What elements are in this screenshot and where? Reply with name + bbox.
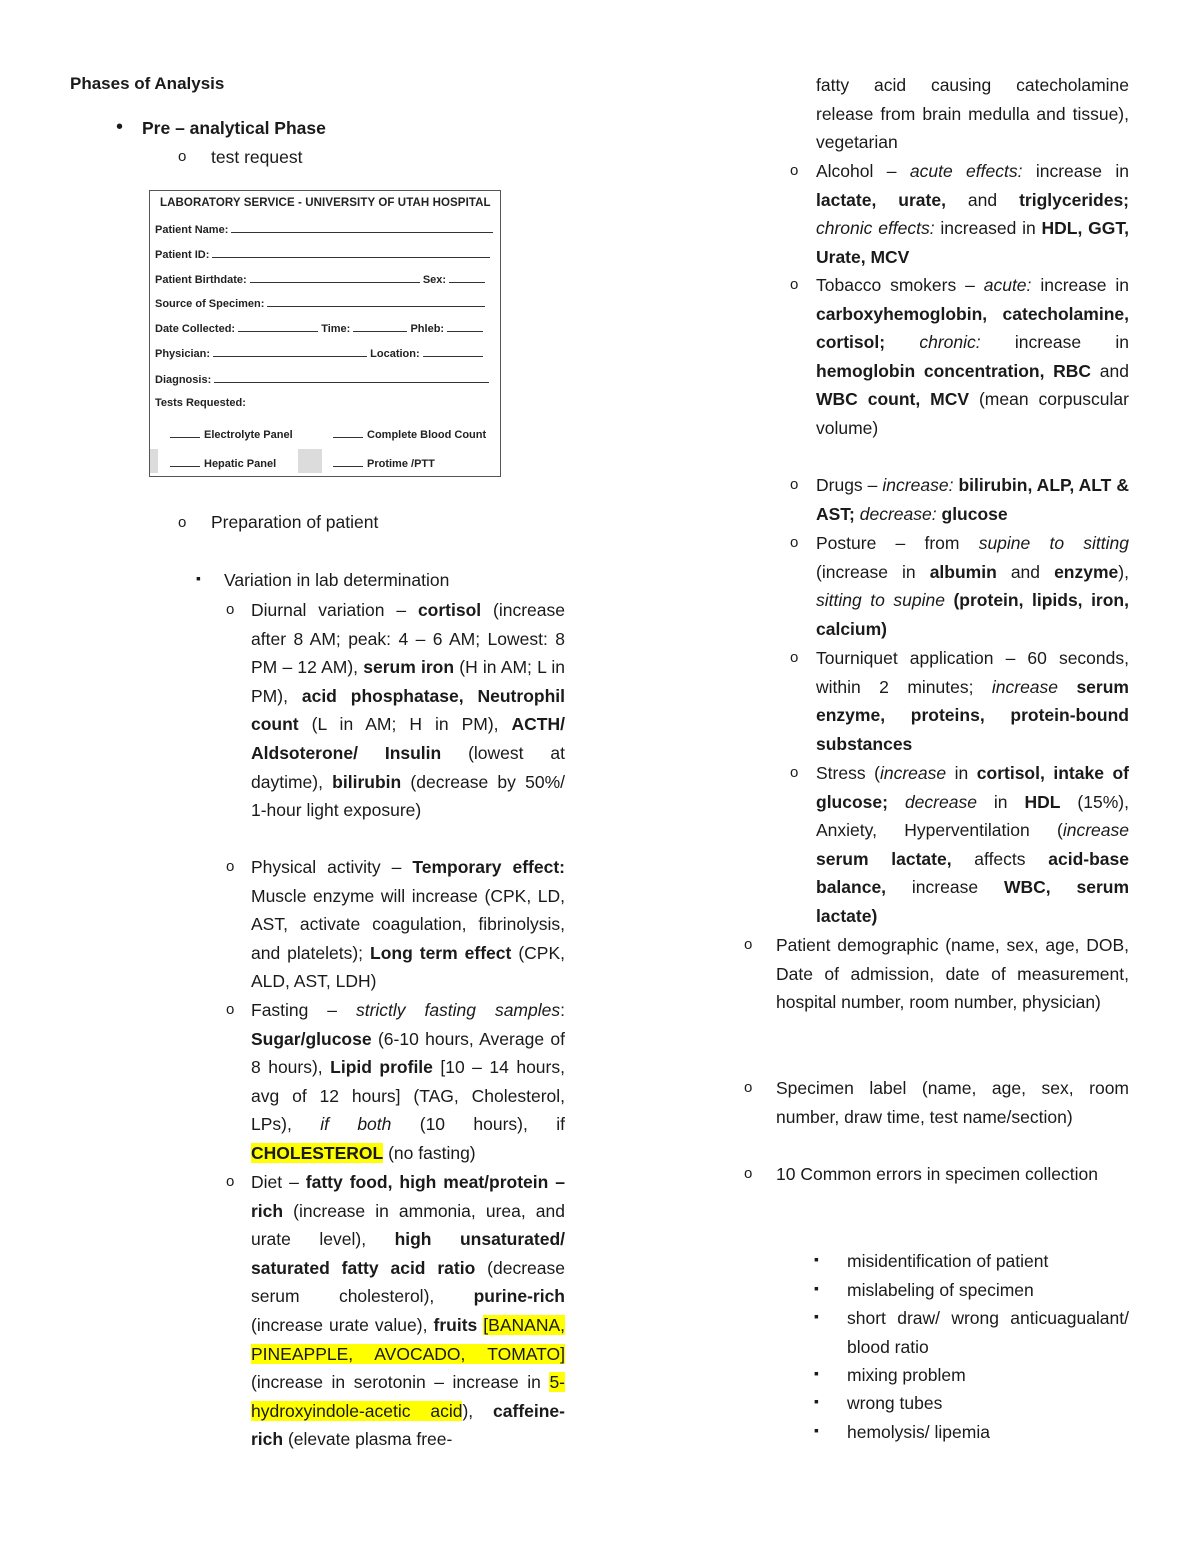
error-short-draw: short draw/ wrong anticuagualant/ blood ratio — [847, 1308, 1129, 1357]
form-row-tests-requested: Tests Requested: — [155, 397, 246, 409]
circle-bullet: o — [790, 649, 799, 666]
error-mislabeling: mislabeling of specimen — [847, 1280, 1034, 1300]
form-row-patient-name: Patient Name: — [155, 221, 492, 237]
error-misidentification: misidentification of patient — [847, 1251, 1049, 1271]
page-title: Phases of Analysis — [70, 74, 225, 93]
form-check-hepatic: Hepatic Panel — [170, 455, 276, 470]
fasting-item: Fasting – strictly fasting samples: Sugar/glucose (6-10 hours, Average of 8 hours), Lipid profile [10 – 14 hours, avg of 12 hours] (TAG, Cholesterol, LPs), if both (10 hours), if CHOLESTEROL (no fasting) — [251, 1000, 565, 1163]
circle-bullet: o — [178, 148, 187, 165]
circle-bullet: o — [790, 162, 799, 179]
square-bullet: ▪ — [814, 1308, 819, 1324]
form-row-patient-id: Patient ID: — [155, 246, 492, 262]
square-bullet: ▪ — [814, 1365, 819, 1381]
tobacco-item: Tobacco smokers – acute: increase in carboxyhemoglobin, catecholamine, cortisol; chronic: increase in hemoglobin concentration, RBC and WBC count, MCV (mean corpuscular volume) — [816, 275, 1129, 438]
alcohol-item: Alcohol – acute effects: increase in lactate, urate, and triglycerides; chronic effects: increased in HDL, GGT, Urate, MCV — [816, 161, 1129, 267]
circle-bullet: o — [790, 476, 799, 493]
circle-bullet: o — [790, 276, 799, 293]
circle-bullet: o — [226, 858, 235, 875]
physical-activity-item: Physical activity – Temporary effect: Muscle enzyme will increase (CPK, LD, AST, activate coagulation, fibrinolysis, and platelets); Long term effect (CPK, ALD, AST, LDH) — [251, 857, 565, 992]
circle-bullet: o — [226, 1173, 235, 1190]
error-wrong-tubes: wrong tubes — [847, 1393, 943, 1413]
form-row-diagnosis: Diagnosis: — [155, 371, 492, 387]
error-hemolysis: hemolysis/ lipemia — [847, 1422, 990, 1442]
patient-demographic-item: Patient demographic (name, sex, age, DOB, Date of admission, date of measurement, hospital number, room number, physician) — [776, 935, 1129, 1013]
form-row-source: Source of Specimen: — [155, 295, 492, 311]
form-header: LABORATORY SERVICE - UNIVERSITY OF UTAH HOSPITAL — [160, 197, 491, 209]
form-check-cbc: Complete Blood Count — [333, 426, 486, 441]
circle-bullet: o — [744, 1165, 753, 1182]
circle-bullet: o — [790, 534, 799, 551]
square-bullet: ▪ — [814, 1422, 819, 1438]
form-row-birthdate: Patient Birthdate: Sex: — [155, 271, 492, 287]
diet-item: Diet – fatty food, high meat/protein – rich (increase in ammonia, urea, and urate level), high unsaturated/ saturated fatty acid ratio (decrease serum cholesterol), purine-rich (increase urate value), fruits [BANANA, PINEAPPLE, AVOCADO, TOMATO] (increase in serotonin – increase in 5-hydroxyindole-acetic acid), caffeine-rich (elevate plasma free- — [251, 1172, 566, 1450]
common-errors-item: 10 Common errors in specimen collection — [776, 1164, 1098, 1184]
preparation-label: Preparation of patient — [211, 512, 379, 532]
tourniquet-item: Tourniquet application – 60 seconds, within 2 minutes; increase serum enzyme, proteins, protein-bound substances — [816, 648, 1129, 754]
circle-bullet: o — [226, 1001, 235, 1018]
circle-bullet: o — [226, 601, 235, 618]
circle-bullet: o — [178, 514, 187, 531]
error-mixing: mixing problem — [847, 1365, 966, 1385]
form-check-protime: Protime /PTT — [333, 455, 435, 470]
variation-label: Variation in lab determination — [224, 570, 450, 590]
posture-item: Posture – from supine to sitting (increase in albumin and enzyme), sitting to supine (protein, lipids, iron, calcium) — [816, 533, 1129, 639]
form-row-date-collected: Date Collected: Time: Phleb: — [155, 320, 492, 336]
diurnal-variation-item: Diurnal variation – cortisol (increase after 8 AM; peak: 4 – 6 AM; Lowest: 8 PM – 12 AM), serum iron (H in AM; L in PM), acid phosphatase, Neutrophil count (L in AM; H in PM), ACTH/ Aldsoterone/ Insulin (lowest at daytime), bilirubin (decrease by 50%/ 1-hour light exposure) — [251, 600, 566, 821]
square-bullet: ▪ — [814, 1280, 819, 1296]
square-bullet: ▪ — [814, 1393, 819, 1409]
square-bullet: ▪ — [196, 570, 201, 586]
square-bullet: ▪ — [814, 1251, 819, 1267]
form-check-electrolyte: Electrolyte Panel — [170, 426, 293, 441]
specimen-label-item: Specimen label (name, age, sex, room number, draw time, test name/section) — [776, 1078, 1129, 1127]
circle-bullet: o — [744, 936, 753, 953]
circle-bullet: o — [790, 764, 799, 781]
stress-item: Stress (increase in cortisol, intake of glucose; decrease in HDL (15%), Anxiety, Hyperventilation (increase serum lactate, affects acid-base balance, increase WBC, serum lactate) — [816, 763, 1130, 926]
lab-request-form-image — [149, 190, 501, 477]
pre-analytical-heading: Pre – analytical Phase — [142, 118, 326, 138]
test-request-label: test request — [211, 147, 303, 167]
form-row-physician: Physician: Location: — [155, 345, 492, 361]
caffeine-continuation: fatty acid causing catecholamine release from brain medulla and tissue), vegetarian — [816, 75, 1129, 153]
drugs-item: Drugs – increase: bilirubin, ALP, ALT & AST; decrease: glucose — [816, 475, 1129, 524]
circle-bullet: o — [744, 1079, 753, 1096]
disc-bullet: • — [116, 116, 124, 138]
